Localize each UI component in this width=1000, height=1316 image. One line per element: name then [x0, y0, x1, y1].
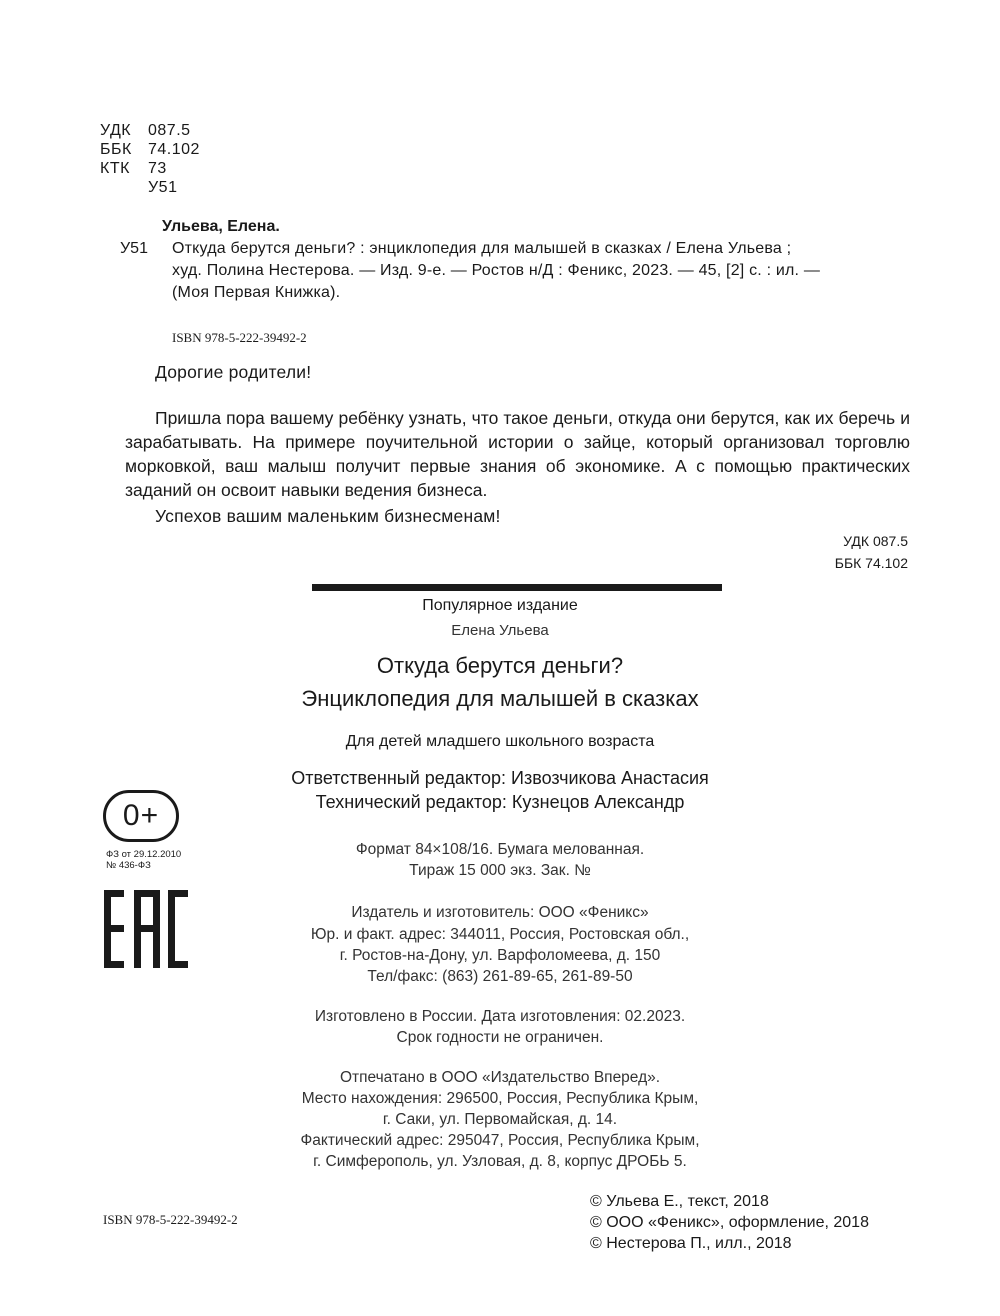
ktk-row [100, 160, 167, 178]
bottom-isbn: ISBN 978-5-222-39492-2 [103, 1212, 238, 1227]
catalog-line-3: (Моя Первая Книжка). [172, 284, 341, 301]
udk-value: 087.5 [148, 122, 191, 139]
audience: Для детей младшего школьного возраста [345, 733, 655, 750]
bbk-value: 74.102 [148, 141, 200, 158]
udk-row [100, 122, 191, 140]
printer-line-3: г. Саки, ул. Первомайская, д. 14. [382, 1111, 618, 1128]
made-line-2: Срок годности не ограничен. [396, 1029, 604, 1046]
bbk-row [100, 141, 200, 159]
age-law-line-2: № 436-ФЗ [106, 860, 151, 871]
printer-line-5: г. Симферополь, ул. Узловая, д. 8, корпус ДРОБЬ 5. [313, 1153, 687, 1170]
made-line-1: Изготовлено в России. Дата изготовления: 02.2023. [314, 1008, 686, 1025]
author-sign-row [100, 179, 177, 197]
copyright-line-2: © ООО «Феникс», оформление, 2018 [590, 1214, 869, 1231]
book-title-line-1: Откуда берутся деньги? [376, 653, 624, 678]
printer-line-2: Место нахождения: 296500, Россия, Республика Крым, [301, 1090, 699, 1107]
responsible-editor: Ответственный редактор: Извозчикова Анастасия [291, 768, 709, 788]
technical-editor: Технический редактор: Кузнецов Александр [315, 792, 685, 812]
catalog-code: У51 [120, 240, 148, 257]
catalog-isbn: ISBN 978-5-222-39492-2 [172, 330, 307, 345]
ktk-label: КТК [100, 160, 130, 177]
udk-label: УДК [100, 122, 132, 139]
print-run-line: Тираж 15 000 экз. Зак. № [409, 862, 591, 879]
catalog-line-2: худ. Полина Нестерова. — Изд. 9-е. — Ростов н/Д : Феникс, 2023. — 45, [2] с. : ил. — [172, 262, 821, 279]
annotation-paragraph: Пришла пора вашему ребёнку узнать, что такое деньги, откуда они берутся, как их беречь и зарабатывать. На примере поучительной истории о зайце, который организовал торговлю морковкой, ваш малыш получит первые знания об экономике. А с помощью практических заданий он освоит навыки ведения бизнеса. [125, 408, 910, 500]
age-rating-badge [103, 790, 179, 842]
annotation-greeting: Дорогие родители! [155, 362, 312, 382]
copyright-line-1: © Ульева Е., текст, 2018 [590, 1193, 769, 1210]
annotation-closing: Успехов вашим маленьким бизнесменам! [155, 506, 501, 526]
printer-line-1: Отпечатано в ООО «Издательство Вперед». [339, 1069, 661, 1086]
catalog-line-1: Откуда берутся деньги? : энциклопедия для малышей в сказках / Елена Ульева ; [172, 240, 792, 257]
format-line: Формат 84×108/16. Бумага мелованная. [355, 841, 645, 858]
annotation-udk: УДК 087.5 [843, 533, 908, 549]
divider-rule [312, 584, 722, 591]
age-rating-label: 0+ [122, 799, 160, 832]
age-law-line-1: ФЗ от 29.12.2010 [106, 849, 182, 860]
printer-line-4: Фактический адрес: 295047, Россия, Республика Крым, [300, 1132, 700, 1149]
book-title-line-2: Энциклопедия для малышей в сказках [301, 686, 699, 711]
imprint-author: Елена Ульева [451, 622, 549, 639]
ktk-value: 73 [148, 160, 167, 177]
copyright-line-3: © Нестерова П., илл., 2018 [590, 1235, 792, 1252]
publisher-line-4: Тел/факс: (863) 261-89-65, 261-89-50 [367, 968, 633, 985]
publisher-line-1: Издатель и изготовитель: ООО «Феникс» [351, 904, 649, 921]
eac-mark-icon [104, 890, 188, 968]
bbk-label: ББК [100, 141, 132, 158]
annotation-bbk: ББК 74.102 [834, 555, 908, 571]
publisher-line-3: г. Ростов-на-Дону, ул. Варфоломеева, д. 150 [339, 947, 661, 964]
edition-type: Популярное издание [422, 597, 578, 614]
publisher-line-2: Юр. и факт. адрес: 344011, Россия, Ростовская обл., [310, 926, 690, 943]
catalog-author: Ульева, Елена. [162, 218, 280, 235]
author-sign-value: У51 [148, 179, 178, 196]
